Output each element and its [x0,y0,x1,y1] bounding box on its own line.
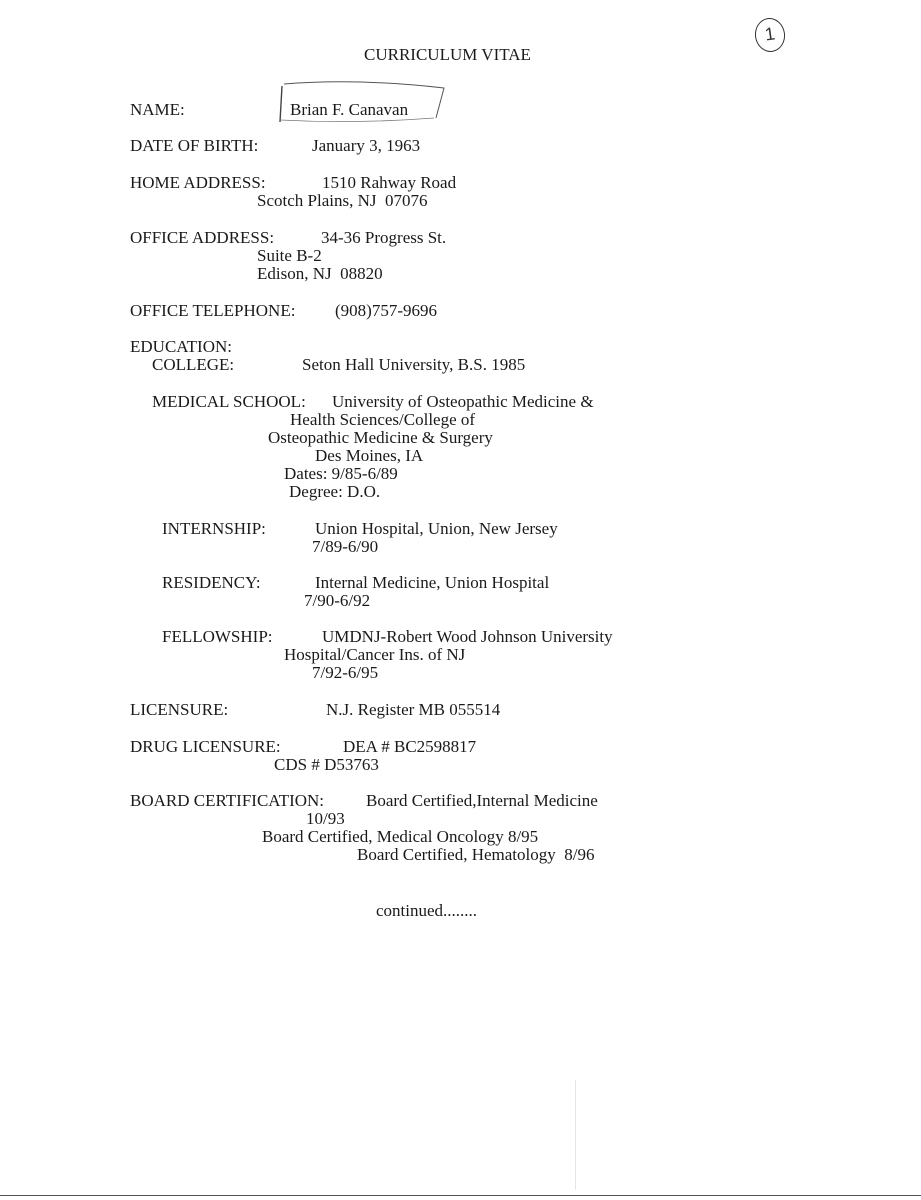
internship-line: 7/89-6/90 [312,537,379,556]
residency-line: 7/90-6/92 [304,591,371,610]
handwritten-page-number: 1 [753,16,787,54]
medical-school-label: MEDICAL SCHOOL: [152,392,306,411]
college-label: COLLEGE: [152,355,235,374]
fellowship-line: UMDNJ-Robert Wood Johnson University [322,627,613,646]
scan-artifact [575,1080,576,1190]
medical-school-line: University of Osteopathic Medicine & [332,392,594,411]
name-label: NAME: [130,100,185,119]
board-certification-line: Board Certified,Internal Medicine [366,791,598,810]
continued-note: continued........ [376,901,478,920]
medical-school-line: Osteopathic Medicine & Surgery [268,428,493,447]
board-certification-label: BOARD CERTIFICATION: [130,791,325,810]
office-address-line: Edison, NJ 08820 [257,264,383,283]
licensure-label: LICENSURE: [130,700,229,719]
board-certification-line: Board Certified, Hematology 8/96 [357,845,595,864]
home-address-line: 1510 Rahway Road [322,173,457,192]
dob-label: DATE OF BIRTH: [130,136,259,155]
home-address-label: HOME ADDRESS: [130,173,266,192]
fellowship-line: 7/92-6/95 [312,663,379,682]
medical-school-line: Degree: D.O. [289,482,381,501]
fellowship-label: FELLOWSHIP: [162,627,273,646]
licensure-value: N.J. Register MB 055514 [326,700,501,719]
page-bottom-edge [0,1195,921,1196]
medical-school-line: Des Moines, IA [315,446,424,465]
drug-licensure-line: DEA # BC2598817 [343,737,477,756]
internship-label: INTERNSHIP: [162,519,266,538]
office-address-line: Suite B-2 [257,246,322,265]
college-value: Seton Hall University, B.S. 1985 [302,355,526,374]
name-value: Brian F. Canavan [290,100,409,119]
board-certification-line: Board Certified, Medical Oncology 8/95 [262,827,539,846]
home-address-line: Scotch Plains, NJ 07076 [257,191,428,210]
medical-school-line: Health Sciences/College of [290,410,476,429]
drug-licensure-line: CDS # D53763 [274,755,379,774]
medical-school-line: Dates: 9/85-6/89 [284,464,398,483]
residency-line: Internal Medicine, Union Hospital [315,573,550,592]
internship-line: Union Hospital, Union, New Jersey [315,519,558,538]
office-address-label: OFFICE ADDRESS: [130,228,275,247]
document-title: CURRICULUM VITAE [364,45,531,64]
education-label: EDUCATION: [130,337,232,356]
fellowship-line: Hospital/Cancer Ins. of NJ [284,645,466,664]
dob-value: January 3, 1963 [312,136,421,155]
drug-licensure-label: DRUG LICENSURE: [130,737,281,756]
office-telephone-label: OFFICE TELEPHONE: [130,301,296,320]
board-certification-line: 10/93 [306,809,345,828]
office-telephone-value: (908)757-9696 [335,301,437,320]
residency-label: RESIDENCY: [162,573,261,592]
office-address-line: 34-36 Progress St. [321,228,447,247]
